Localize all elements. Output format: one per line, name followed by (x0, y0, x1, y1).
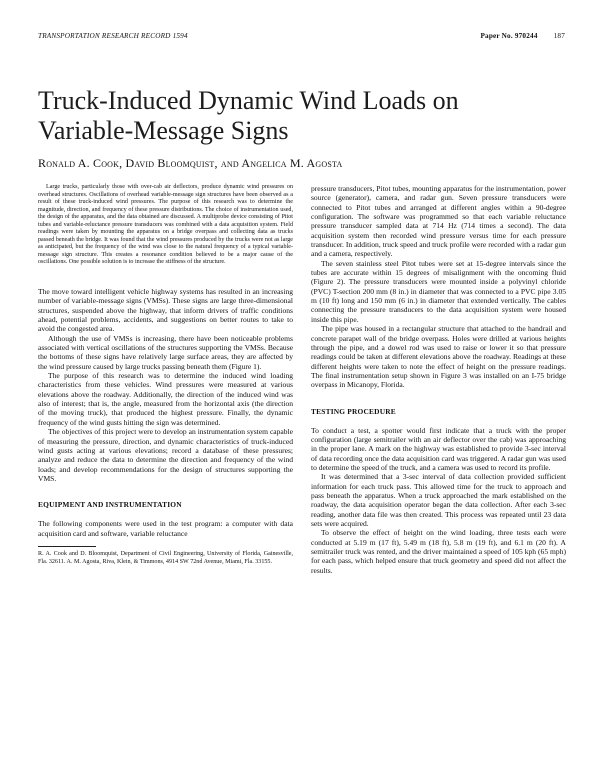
equipment-paragraph: The pipe was housed in a rectangular structure that attached to the handrail and concrete parapet wall of the bridge overpass. Holes were drilled at various heights through the pipe, and a dowel rod was used to raise or lower it so that pressure readings could be taken at different elevations above the roadway. Readings at these different heights were taken to note the effect of height on the pressure readings. The final instrumentation setup shown in Figure 3 was installed on an I-75 bridge overpass in Micanopy, Florida. (311, 324, 566, 390)
paper-number: Paper No. 970244 (480, 32, 538, 40)
equipment-paragraph: The following components were used in the test program: a computer with data acquisition card and software, variable reluctance (38, 519, 293, 538)
equipment-heading: EQUIPMENT AND INSTRUMENTATION (38, 500, 182, 510)
intro-paragraph: Although the use of VMSs is increasing, there have been noticeable problems associated with vertical oscillations of the structures supporting the VMSs. Because the bottoms of these signs have relatively large surface areas, they are affected by the wind pressure caused by large trucks passing beneath them (Figure 1). (38, 333, 293, 371)
left-column (38, 184, 293, 566)
equipment-paragraph: The seven stainless steel Pitot tubes were set at 15-degree intervals since the tubes are accurate within 15 degrees of misalignment with the oncoming fluid (Figure 2). The pressure transducers were mounted inside a polyvinyl chloride (PVC) T-section 200 mm (8 in.) in diameter that was connected to a PVC pipe 3.05 m (10 ft) long and 150 mm (6 in.) in diameter that extended vertically. The cables connecting the pressure transducers to the data acquisition system were housed inside this pipe. (311, 258, 566, 324)
right-column (311, 184, 566, 575)
footnote-rule (38, 546, 96, 547)
intro-paragraph: The move toward intelligent vehicle highway systems has resulted in an increasing number of variable-message signs (VMSs). These signs are large three-dimensional structures, suspended above the highway, that inform drivers of traffic conditions ahead, potential problems, accidents, and suggestions on better routes to take to avoid the congested area. (38, 287, 293, 334)
author-line: Ronald A. Cook, David Bloomquist, and Angelica M. Agosta (38, 156, 343, 170)
header-right (480, 32, 565, 40)
testing-paragraph: It was determined that a 3-sec interval of data collection provided sufficient information for each truck pass. This allowed time for the truck to approach and pass beneath the apparatus. When a truck approached the mark established on the roadway, the data acquisition operator began the data collection. After each 3-sec reading, another data file was then created. This process was repeated until 23 data sets were acquired. (311, 472, 566, 528)
intro-paragraph: The purpose of this research was to determine the induced wind loading characteristics from these vehicles. Wind pressures were measured at various elevations above the roadway. Additionally, the direction of the induced wind was also of interest; that is, the angle, measured from the horizontal axis (the direction of the moving truck), that produced the highest pressure. Finally, the dynamic frequency of the wind gusts hitting the sign was determined. (38, 371, 293, 427)
journal-name: TRANSPORTATION RESEARCH RECORD 1594 (38, 32, 188, 40)
intro-paragraph: The objectives of this project were to develop an instrumentation system capable of measuring the pressure, direction, and dynamic characteristics of truck-induced wind gusts acting at various elevations; record a database of these pressures; analyze and reduce the data to determine the direction and frequency of the wind loads; and develop recommendations for the design of structures supporting the VMS. (38, 427, 293, 483)
running-header (38, 32, 565, 44)
paper-title: Truck-Induced Dynamic Wind Loads on Variable-Message Signs (38, 86, 459, 145)
abstract: Large trucks, particularly those with over-cab air deflectors, produce dynamic wind pressures on overhead structures. Oscillations of overhead variable-message sign structures have been observed as a result of these truck-induced wind pressures. The purpose of this research was to determine the magnitude, direction, and frequency of these pressure distributions. The choice of instrumentation used, the design of the apparatus, and the data obtained are discussed. A multiprobe device consisting of Pitot tubes and variable-reluctance pressure transducers was combined with a data acquisition system. Field readings were taken by mounting the apparatus on a bridge overpass and collecting data as trucks passed beneath the bridge. It was found that the wind pressures produced by the trucks were not as large as anticipated, but the frequency of the wind was close to the natural frequency of a typical variable-message sign structure. This creates a resonance condition believed to be a major cause of the oscillations. One possible solution is to increase the stiffness of the structure. (38, 184, 293, 266)
testing-heading: TESTING PROCEDURE (311, 406, 396, 416)
page-number: 187 (553, 32, 565, 40)
testing-paragraph: To conduct a test, a spotter would first indicate that a truck with the proper configuration (large semitrailer with an air deflector over the cab) was approaching in the proper lane. A mark on the highway was established to provide 3-sec interval of data recording once the data acquisition card was triggered. A radar gun was used to determine the speed of the truck, and a camera was used to record its profile. (311, 425, 566, 472)
testing-paragraph: To observe the effect of height on the wind loading, three tests each were conducted at 5.19 m (17 ft), 5.49 m (18 ft), 5.8 m (19 ft), and 6.1 m (20 ft). A semitrailer truck was rented, and the driver maintained a speed of 105 kph (65 mph) for each pass, which helped ensure that truck geometry and speed did not affect the results. (311, 528, 566, 575)
author-affiliation-footnote: R. A. Cook and D. Bloomquist, Department of Civil Engineering, University of Florida, Gainesville, Fla. 32611. A. M. Agosta, Riva, Klein, & Timmons, 4914 SW 72nd Avenue, Miami, Fla. 33155. (38, 550, 293, 565)
equipment-paragraph: pressure transducers, Pitot tubes, mounting apparatus for the instrumentation, power source (generator), camera, and radar gun. Seven pressure transducers were connected to Pitot tubes and arranged at different angles within a 90-degree configuration. The software was programmed so that each variable reluctance pressure transducer sampled data at 714 Hz (714 times a second). The data acquisition system then recorded wind pressure versus time for each pressure transducer. In addition, truck speed and truck profile were recorded with a radar gun and a camera, respectively. (311, 184, 566, 259)
